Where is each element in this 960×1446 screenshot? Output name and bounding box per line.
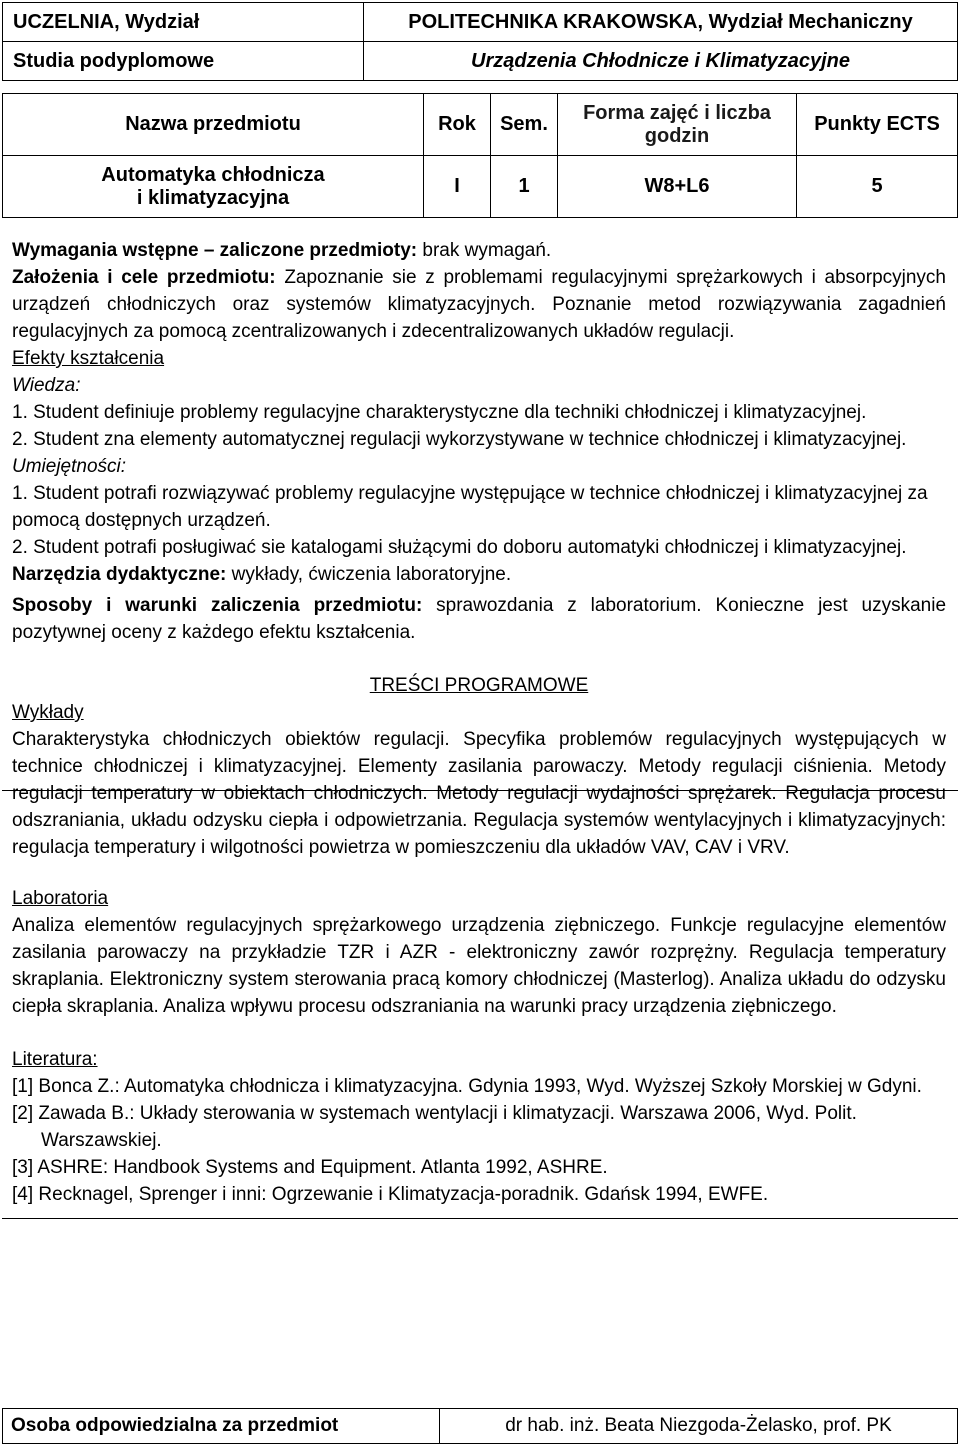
wymagania-text: brak wymagań. — [417, 240, 552, 261]
umiejetnosci-item-2: 2. Student potrafi posługiwać sie katalogami służącymi do doboru automatyki chłodniczej i klimatyzacyjnej. — [12, 537, 907, 558]
uczelnia-label: UCZELNIA, Wydział — [3, 3, 364, 42]
sposoby-label: Sposoby i warunki zaliczenia przedmiotu: — [12, 595, 423, 616]
footer-table — [2, 1408, 958, 1444]
zalozenia-text: Zapoznanie sie z problemami regulacyjnymi sprężarkowych i absorpcyjnych urządzeń chłodniczych oraz systemów klimatyzacyjnych. Poznanie metod rozwiązywania zagadnień regulacyjnych za pomocą zcentralizowanych i zdecentralizowanych układów regulacji. — [12, 267, 947, 342]
studia-label: Studia podyplomowe — [3, 42, 364, 81]
tresci-title: TREŚCI PROGRAMOWE — [369, 675, 589, 696]
sem-value: 1 — [491, 156, 558, 218]
rok-label: Rok — [424, 94, 491, 156]
zalozenia-paragraph — [12, 264, 946, 345]
wiedza-item-2: 2. Student zna elementy automatycznej regulacji wykorzystywane w technice chłodniczej i klimatyzacyjnej. — [12, 429, 907, 450]
divider-literatura — [2, 1218, 958, 1219]
wiedza-item-1: 1. Student definiuje problemy regulacyjne charakterystyczne dla techniki chłodniczej i klimatyzacyjnej. — [12, 402, 867, 423]
punkty-value: 5 — [797, 156, 958, 218]
zalozenia-label: Założenia i cele przedmiotu: — [12, 267, 276, 288]
sem-label: Sem. — [491, 94, 558, 156]
wymagania-label: Wymagania wstępne – zaliczone przedmioty: — [12, 240, 418, 261]
sposoby-text: sprawozdania z laboratorium. Konieczne jest uzyskanie pozytywnej oceny z każdego efektu kształcenia. — [12, 595, 947, 643]
sposoby-paragraph — [12, 592, 946, 646]
narzedzia-label: Narzędzia dydaktyczne: — [12, 564, 227, 585]
umiejetnosci-item-1: 1. Student potrafi rozwiązywać problemy regulacyjne występujące w technice chłodniczej i klimatyzacyjnej za pomocą dostępnych urządzeń. — [12, 483, 928, 531]
rok-value: I — [424, 156, 491, 218]
header-table — [2, 2, 958, 81]
literatura-heading: Literatura: — [12, 1049, 98, 1070]
umiejetnosci-heading: Umiejętności: — [12, 456, 127, 477]
osoba-label: Osoba odpowiedzialna za przedmiot — [3, 1409, 440, 1444]
wyklady-heading: Wykłady — [12, 702, 84, 723]
forma-label: Forma zajęć i liczba godzin — [558, 94, 797, 156]
literatura-item-3: [3] ASHRE: Handbook Systems and Equipment. Atlanta 1992, ASHRE. — [12, 1157, 608, 1178]
wiedza-heading: Wiedza: — [12, 375, 81, 396]
studia-value: Urządzenia Chłodnicze i Klimatyzacyjne — [364, 42, 958, 81]
punkty-label: Punkty ECTS — [797, 94, 958, 156]
divider-program — [2, 790, 958, 791]
literatura-item-1: [1] Bonca Z.: Automatyka chłodnicza i klimatyzacyjna. Gdynia 1993, Wyd. Wyższej Szkoły Morskiej w Gdyni. — [12, 1076, 922, 1097]
nazwa-value-line-2: i klimatyzacyjna — [136, 186, 290, 209]
uczelnia-value: POLITECHNIKA KRAKOWSKA, Wydział Mechaniczny — [364, 3, 958, 42]
literatura-item-2: [2] Zawada B.: Układy sterowania w systemach wentylacji i klimatyzacji. Warszawa 2006, Wyd. Polit. Warszawskiej. — [12, 1103, 857, 1151]
content-body — [12, 237, 946, 1208]
narzedzia-text: wykłady, ćwiczenia laboratoryjne. — [226, 564, 512, 585]
forma-value: W8+L6 — [558, 156, 797, 218]
subject-table — [2, 93, 958, 218]
nazwa-value — [3, 156, 424, 218]
wymagania-paragraph — [12, 237, 946, 264]
osoba-value: dr hab. inż. Beata Niezgoda-Żelasko, prof. PK — [440, 1409, 958, 1444]
wyklady-text: Charakterystyka chłodniczych obiektów regulacji. Specyfika problemów regulacyjnych występujących w technice chłodniczej i klimatyzacyjnej. Elementy zasilania parowaczy. Metody regulacji ciśnienia. Metody regulacji temperatury w obiektach chłodniczych. Metody regulacji wydajności sprężarek. Regulacja procesu odszraniania, układu odzysku ciepła i odpowietrzania. Regulacja systemów wentylacyjnych i klimatyzacyjnych: regulacja temperatury i wilgotności powietrza w pomieszczeniu dla układów VAV, CAV i VRV. — [12, 729, 946, 858]
narzedzia-paragraph — [12, 561, 946, 588]
efekty-heading: Efekty kształcenia — [12, 348, 165, 369]
literatura-item-4: [4] Recknagel, Sprenger i inni: Ogrzewanie i Klimatyzacja-poradnik. Gdańsk 1994, EWFE. — [12, 1184, 769, 1205]
nazwa-label: Nazwa przedmiotu — [3, 94, 424, 156]
laboratoria-heading: Laboratoria — [12, 888, 109, 909]
nazwa-value-line-1: Automatyka chłodnicza — [101, 163, 325, 186]
laboratoria-text: Analiza elementów regulacyjnych sprężarkowego urządzenia ziębniczego. Funkcje regulacyjne elementów zasilania parowaczy na przykładzie TZR i AZR - elektroniczny zawór rozprężny. Regulacja temperatury skraplania. Elektroniczny system sterowania pracą komory chłodniczej (Masterlog). Analiza układu do odzysku ciepła skraplania. Analiza wpływu procesu odszraniania na warunki pracy urządzenia ziębniczego. — [12, 915, 946, 1017]
